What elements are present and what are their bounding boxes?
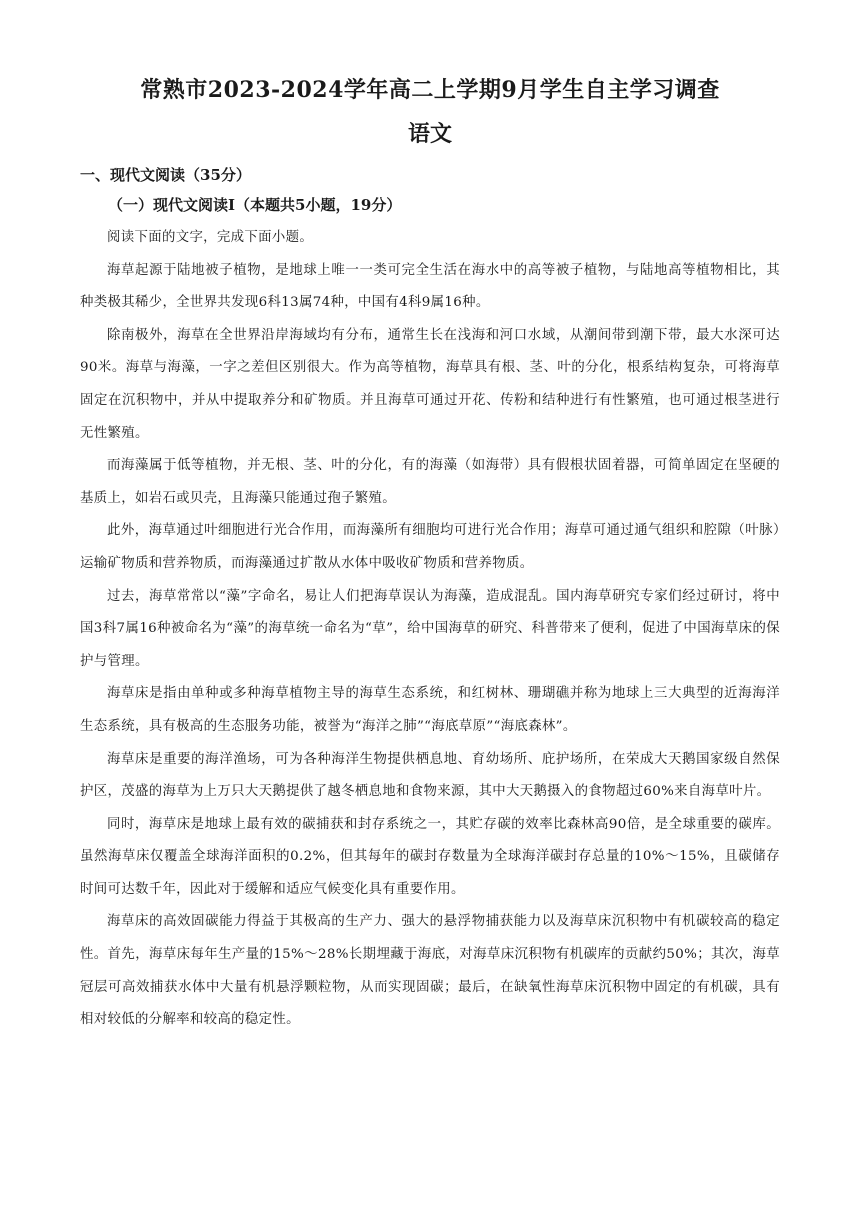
paragraph: 海草床的高效固碳能力得益于其极高的生产力、强大的悬浮物捕获能力以及海草床沉积物中有机碳较高的稳定性。首先，海草床每年生产量的15%～28%长期埋藏于海底，对海草床沉积物有机碳库的贡献约50%；其次，海草冠层可高效捕获水体中大量有机悬浮颗粒物，从而实现固碳；最后，在缺氧性海草床沉积物中固定的有机碳，具有相对较低的分解率和较高的稳定性。 [80,914,780,1028]
sub-section-heading: （一）现代文阅读Ⅰ（本题共5小题，19分） [108,196,402,214]
paragraph: 海草床是指由单种或多种海草植物主导的海草生态系统，和红树林、珊瑚礁并称为地球上三大典型的近海海洋生态系统，具有极高的生态服务功能，被誉为“海洋之肺”“海底草原”“海底森林”。 [80,686,780,734]
paragraph: 而海藻属于低等植物，并无根、茎、叶的分化，有的海藻（如海带）具有假根状固着器，可简单固定在坚硬的基质上，如岩石或贝壳，且海藻只能通过孢子繁殖。 [80,458,780,506]
paragraph: 此外，海草通过叶细胞进行光合作用，而海藻所有细胞均可进行光合作用；海草可通过通气组织和腔隙（叶脉）运输矿物质和营养物质，而海藻通过扩散从水体中吸收矿物质和营养物质。 [80,523,780,571]
paragraph: 过去，海草常常以“藻”字命名，易让人们把海草误认为海藻，造成混乱。国内海草研究专家们经过研讨，将中国3科7属16种被命名为“藻”的海草统一命名为“草”，给中国海草的研究、科普带来了便利，促进了中国海草床的保护与管理。 [80,588,780,669]
paragraph: 同时，海草床是地球上最有效的碳捕获和封存系统之一，其贮存碳的效率比森林高90倍，是全球重要的碳库。虽然海草床仅覆盖全球海洋面积的0.2%，但其每年的碳封存数量为全球海洋碳封存总量的10%～15%，且碳储存时间可达数千年，因此对于缓解和适应气候变化具有重要作用。 [80,816,780,897]
document-title: 常熟市2023-2024学年高二上学期9月学生自主学习调查 [140,77,720,103]
section-heading: 一、现代文阅读（35分） [80,166,251,184]
paragraph: 海草床是重要的海洋渔场，可为各种海洋生物提供栖息地、育幼场所、庇护场所，在荣成大天鹅国家级自然保护区，茂盛的海草为上万只大天鹅提供了越冬栖息地和食物来源，其中大天鹅摄入的食物超过60%来自海草叶片。 [80,751,780,800]
document-page [80,70,780,1037]
paragraph: 除南极外，海草在全世界沿岸海域均有分布，通常生长在浅海和河口水域，从潮间带到潮下带，最大水深可达90米。海草与海藻，一字之差但区别很大。作为高等植物，海草具有根、茎、叶的分化，根系结构复杂，可将海草固定在沉积物中，并从中提取养分和矿物质。并且海草可通过开花、传粉和结种进行有性繁殖，也可通过根茎进行无性繁殖。 [80,327,780,441]
paragraph: 海草起源于陆地被子植物，是地球上唯一一类可完全生活在海水中的高等被子植物，与陆地高等植物相比，其种类极其稀少，全世界共发现6科13属74种，中国有4科9属16种。 [80,262,780,311]
document-subject: 语文 [407,121,452,147]
reading-passage [80,222,780,1037]
paragraph-instructions: 阅读下面的文字，完成下面小题。 [107,230,314,245]
